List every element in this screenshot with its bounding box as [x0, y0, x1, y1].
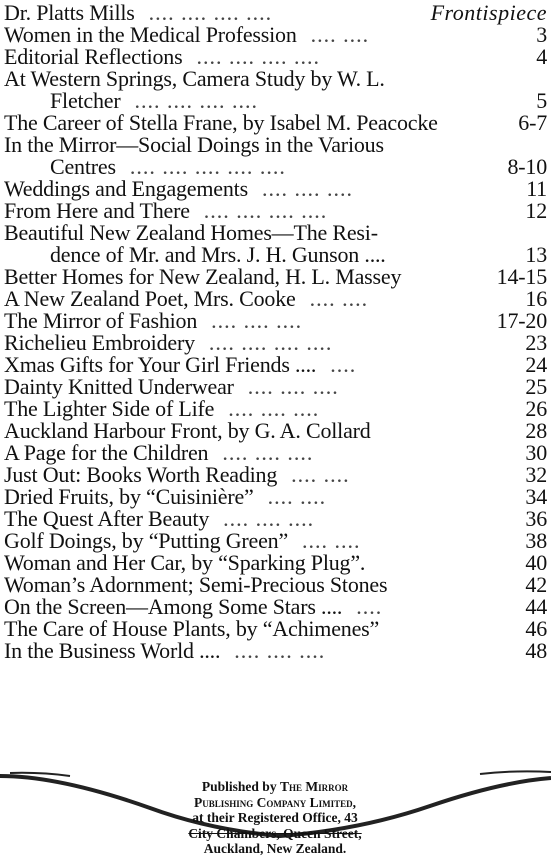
toc-entry: [0, 376, 551, 398]
toc-entry-title: Auckland Harbour Front, by G. A. Collard: [4, 418, 371, 443]
toc-entry-title: Woman’s Adornment; Semi-Precious Stones: [4, 572, 388, 597]
toc-entry: [0, 640, 551, 662]
toc-page-number: 11: [526, 176, 547, 201]
publisher-imprint: [160, 779, 390, 857]
toc-page-number: 13: [525, 242, 547, 267]
publisher-line-3: at their Registered Office, 43: [192, 810, 358, 825]
toc-entry: [0, 310, 551, 332]
toc-entry-title: A New Zealand Poet, Mrs. Cooke .... ....: [4, 286, 369, 311]
publisher-line-1-text: Published by: [201, 779, 280, 794]
toc-page-number: 38: [525, 528, 547, 553]
toc-entry-title: Weddings and Engagements .... .... ....: [4, 176, 353, 201]
toc-page-number: 14-15: [496, 264, 547, 289]
toc-entry-title: The Care of House Plants, by “Achimenes”: [4, 616, 380, 641]
toc-leader-dots: .... .... ....: [234, 638, 326, 663]
toc-leader-dots: .... .... ....: [222, 440, 314, 465]
toc-entry-title: Dried Fruits, by “Cuisinière” .... ....: [4, 484, 327, 509]
toc-leader-dots: .... .... ....: [223, 506, 315, 531]
toc-entry: [0, 508, 551, 530]
toc-page-number: 6-7: [518, 110, 547, 135]
toc-leader-dots: .... .... .... ....: [203, 198, 328, 223]
toc-leader-dots: .... ....: [302, 528, 361, 553]
toc-leader-dots: .... .... ....: [211, 308, 303, 333]
toc-page-number: 46: [525, 616, 547, 641]
toc-leader-dots: ....: [356, 594, 383, 619]
publisher-line-5: Auckland, New Zealand.: [203, 841, 347, 856]
toc-leader-dots: .... .... .... ....: [148, 0, 273, 25]
toc-entry: [0, 178, 551, 200]
toc-page-number: 3: [536, 22, 547, 47]
toc-leader-dots: .... .... ....: [228, 396, 320, 421]
toc-leader-dots: .... ....: [267, 484, 327, 509]
toc-entry-title: Woman and Her Car, by “Sparking Plug”.: [4, 550, 366, 575]
toc-entry: [0, 266, 551, 288]
toc-page-number: 16: [525, 286, 547, 311]
toc-leader-dots: .... .... .... ....: [208, 330, 333, 355]
toc-entry: [0, 420, 551, 442]
toc-page-number: 36: [525, 506, 547, 531]
toc-entry: [0, 398, 551, 420]
toc-entry-title: Beautiful New Zealand Homes—The Resi-: [4, 220, 378, 245]
toc-entry: [0, 442, 551, 464]
toc-entry-title-continued: dence of Mr. and Mrs. J. H. Gunson ....: [50, 242, 386, 267]
publisher-line-2: Publishing Company Limited,: [194, 794, 356, 810]
publisher-line-1: [160, 779, 390, 795]
toc-entry-title-continued: Fletcher .... .... .... ....: [50, 88, 258, 113]
toc-page-number: 12: [525, 198, 547, 223]
toc-entry-title: In the Business World .... .... .... ....: [4, 638, 326, 663]
toc-entry: [0, 112, 551, 134]
toc-page-number: 17-20: [496, 308, 547, 333]
toc-entry-title: A Page for the Children .... .... ....: [4, 440, 314, 465]
toc-entry: [0, 134, 551, 178]
toc-leader-dots: .... ....: [291, 462, 350, 487]
toc-entry-title: Women in the Medical Profession .... ....: [4, 22, 370, 47]
toc-leader-dots: .... .... .... ....: [134, 88, 258, 113]
toc-entry-title: Just Out: Books Worth Reading .... ....: [4, 462, 350, 487]
toc-entry: [0, 288, 551, 310]
publisher-name: The Mirror: [279, 779, 349, 794]
toc-entry-title: Dainty Knitted Underwear .... .... ....: [4, 374, 339, 399]
toc-page-number: 28: [525, 418, 547, 443]
toc-entry: [0, 24, 551, 46]
toc-entry: [0, 222, 551, 266]
toc-page-number: Frontispiece: [430, 0, 547, 25]
toc-leader-dots: .... .... .... ....: [196, 44, 320, 69]
toc-entry-title: From Here and There .... .... .... ....: [4, 198, 328, 223]
toc-entry: [0, 2, 551, 24]
toc-entry-title-continued: Centres .... .... .... .... ....: [50, 154, 286, 179]
toc-entry-title: At Western Springs, Camera Study by W. L.: [4, 66, 385, 91]
toc-page-number: 32: [525, 462, 547, 487]
toc-page-number: 24: [525, 352, 547, 377]
toc-entry-title: Golf Doings, by “Putting Green” .... ....: [4, 528, 361, 553]
toc-entry-title: The Mirror of Fashion .... .... ....: [4, 308, 303, 333]
toc-entry: [0, 552, 551, 574]
toc-entry-title: The Quest After Beauty .... .... ....: [4, 506, 315, 531]
toc-entry-title: Editorial Reflections .... .... .... ....: [4, 44, 320, 69]
toc-leader-dots: .... .... ....: [261, 176, 353, 201]
toc-leader-dots: .... .... ....: [247, 374, 339, 399]
toc-entry-title: Dr. Platts Mills .... .... .... ....: [4, 0, 273, 25]
toc-page-number: 26: [525, 396, 547, 421]
toc-entry-title: Better Homes for New Zealand, H. L. Massey: [4, 264, 402, 289]
toc-entry: [0, 574, 551, 596]
toc-page-number: 23: [525, 330, 547, 355]
toc-page-number: 48: [525, 638, 547, 663]
toc-leader-dots: .... ....: [310, 22, 370, 47]
toc-entry: [0, 68, 551, 112]
toc-page-number: 8-10: [507, 154, 547, 179]
toc-page-number: 34: [525, 484, 547, 509]
toc-leader-dots: .... ....: [309, 286, 369, 311]
toc-entry: [0, 486, 551, 508]
toc-entry: [0, 200, 551, 222]
toc-entry-title: The Lighter Side of Life .... .... ....: [4, 396, 320, 421]
toc-page-number: 42: [525, 572, 547, 597]
toc-entry-title: In the Mirror—Social Doings in the Various: [4, 132, 384, 157]
toc-entry-title: Xmas Gifts for Your Girl Friends .... ....: [4, 352, 357, 377]
toc-entry-title: On the Screen—Among Some Stars .... ....: [4, 594, 383, 619]
toc-entry: [0, 354, 551, 376]
toc-page-number: 40: [525, 550, 547, 575]
toc-entry: [0, 618, 551, 640]
toc-entry-title: The Career of Stella Frane, by Isabel M. Peacocke: [4, 110, 438, 135]
toc-entry: [0, 46, 551, 68]
toc-leader-dots: .... .... .... .... ....: [129, 154, 286, 179]
toc-page-number: 4: [536, 44, 547, 69]
toc-entry: [0, 596, 551, 618]
toc-page-number: 30: [525, 440, 547, 465]
toc-entry: [0, 464, 551, 486]
toc-entry: [0, 332, 551, 354]
toc-entry: [0, 530, 551, 552]
toc-leader-dots: ....: [330, 352, 357, 377]
toc-page-number: 5: [536, 88, 547, 113]
toc-page-number: 44: [525, 594, 547, 619]
toc-entry-title: Richelieu Embroidery .... .... .... ....: [4, 330, 333, 355]
publisher-line-4: City Chambers, Queen Street,: [188, 825, 362, 841]
toc-page-number: 25: [525, 374, 547, 399]
